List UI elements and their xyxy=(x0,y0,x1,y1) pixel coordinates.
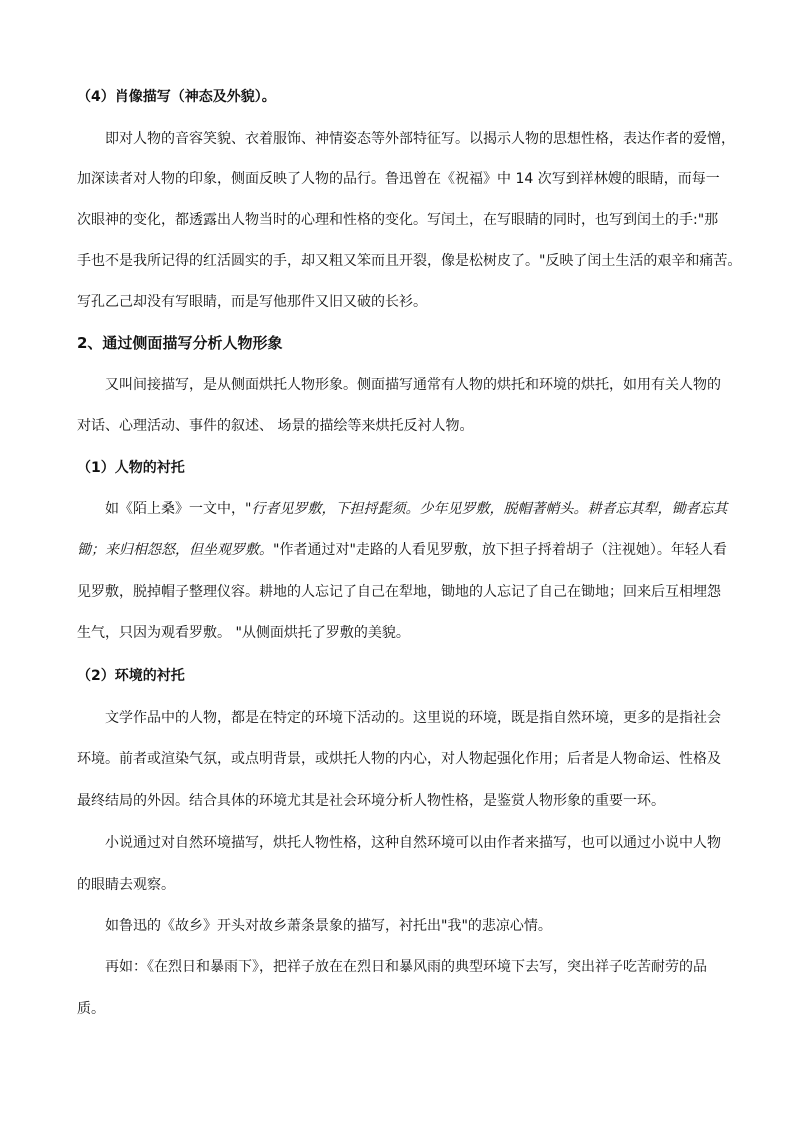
paragraph-line: 手也不是我所记得的红活圆实的手，却又粗又笨而且开裂，像是松树皮了。"反映了闰土生活的艰辛和痛苦。 xyxy=(77,253,742,269)
poem-quote: "行者见罗敷，下担捋髭须。少年见罗敷，脱帽著帩头。耕者忘其犁，锄者忘其 xyxy=(245,501,728,517)
section-heading: 2、通过侧面描写分析人物形象 xyxy=(77,334,283,352)
paragraph-line: 的眼睛去观察。 xyxy=(77,877,175,893)
paragraph-line: 生气，只因为观看罗敷。 "从侧面烘托了罗敷的美貌。 xyxy=(77,625,410,641)
paragraph-line: 加深读者对人物的印象，侧面反映了人物的品行。鲁迅曾在《祝福》中 14 次写到祥林嫂的眼睛，而每一 xyxy=(77,171,720,187)
paragraph-line: 环境。前者或渲染气氛，或点明背景，或烘托人物的内心，对人物起强化作用；后者是人物命运、性格及 xyxy=(77,751,721,767)
poem-quote: 锄；来归相怨怒，但坐观罗敷。 xyxy=(77,542,273,558)
paragraph-line: 最终结局的外因。结合具体的环境尤其是社会环境分析人物性格，是鉴赏人物形象的重要一环。 xyxy=(77,793,665,809)
paragraph-line: 再如：《在烈日和暴雨下》，把祥子放在在烈日和暴风雨的典型环境下去写，突出祥子吃苦耐劳的品 xyxy=(105,959,707,975)
paragraph-line: 又叫间接描写，是从侧面烘托人物形象。侧面描写通常有人物的烘托和环境的烘托，如用有关人物的 xyxy=(105,377,721,393)
paragraph-text: "作者通过对"走路的人看见罗敷，放下担子捋着胡子（注视她）。年轻人看 xyxy=(273,542,727,558)
paragraph-line: 对话、心理活动、事件的叙述、 场景的描绘等来烘托反衬人物。 xyxy=(77,418,474,434)
paragraph-line: 小说通过对自然环境描写，烘托人物性格，这种自然环境可以由作者来描写，也可以通过小说中人物 xyxy=(105,835,721,851)
paragraph-line: 次眼神的变化，都透露出人物当时的心理和性格的变化。写闰土，在写眼睛的同时，也写到闰土的手:"那 xyxy=(77,212,719,228)
paragraph-line xyxy=(77,541,727,559)
paragraph-line: 如鲁迅的《故乡》开头对故乡萧条景象的描写，衬托出"我"的悲凉心情。 xyxy=(105,918,552,934)
paragraph-text: 如《陌上桑》一文中， xyxy=(105,501,245,517)
paragraph-line xyxy=(105,500,727,518)
paragraph-line: 写孔乙己却没有写眼睛，而是写他那件又旧又破的长衫。 xyxy=(77,294,427,310)
paragraph-line: 质。 xyxy=(77,1001,105,1017)
subsection-heading: （2）环境的衬托 xyxy=(77,668,185,684)
subsection-heading: （1）人物的衬托 xyxy=(77,460,185,476)
paragraph-line: 见罗敷，脱掉帽子整理仪容。耕地的人忘记了自己在犁地，锄地的人忘记了自己在锄地；回来后互相埋怨 xyxy=(77,584,721,600)
paragraph-line: 即对人物的音容笑貌、衣着服饰、神情姿态等外部特征写。以揭示人物的思想性格，表达作者的爱憎， xyxy=(105,131,735,147)
paragraph-line: 文学作品中的人物，都是在特定的环境下活动的。这里说的环境，既是指自然环境，更多的是指社会 xyxy=(105,710,721,726)
portrait-heading: （4）肖像描写（神态及外貌）。 xyxy=(77,89,276,105)
